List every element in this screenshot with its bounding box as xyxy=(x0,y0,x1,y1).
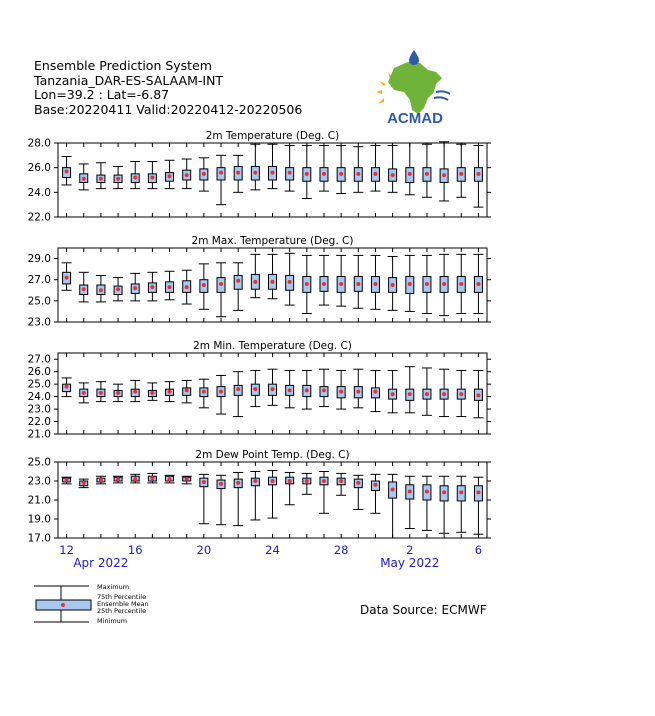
mean-marker xyxy=(391,488,395,492)
mean-marker xyxy=(271,280,275,284)
y-tick-label: 25.0 xyxy=(27,378,51,391)
mean-marker xyxy=(133,286,137,290)
mean-marker xyxy=(253,479,257,483)
mean-marker xyxy=(442,173,446,177)
panel-title: 2m Min. Temperature (Deg. C) xyxy=(193,340,352,352)
mean-marker xyxy=(373,390,377,394)
mean-marker xyxy=(271,387,275,391)
mean-marker xyxy=(219,282,223,286)
mean-marker xyxy=(356,172,360,176)
mean-marker xyxy=(373,483,377,487)
header-coords: Lon=39.2 : Lat=-6.87 xyxy=(34,87,170,102)
mean-marker xyxy=(408,172,412,176)
mean-marker xyxy=(219,482,223,486)
mean-marker xyxy=(65,169,69,173)
x-month-label: May 2022 xyxy=(380,556,440,570)
mean-marker xyxy=(476,393,480,397)
mean-marker xyxy=(65,385,69,389)
mean-marker xyxy=(356,282,360,286)
y-tick-label: 28.0 xyxy=(27,137,51,150)
mean-marker xyxy=(150,391,154,395)
header-title: Ensemble Prediction System xyxy=(34,58,212,73)
mean-marker xyxy=(65,276,69,280)
y-tick-label: 25.0 xyxy=(27,295,51,308)
mean-marker xyxy=(322,479,326,483)
mean-marker xyxy=(99,177,103,181)
mean-marker xyxy=(168,174,172,178)
mean-marker xyxy=(202,283,206,287)
mean-marker xyxy=(99,288,103,292)
mean-marker xyxy=(425,489,429,493)
mean-marker xyxy=(476,282,480,286)
x-tick-label: 12 xyxy=(59,543,74,557)
y-tick-label: 21.0 xyxy=(27,494,51,507)
mean-marker xyxy=(150,476,154,480)
x-tick-label: 2 xyxy=(406,543,414,557)
mean-marker xyxy=(408,282,412,286)
y-tick-label: 21.0 xyxy=(27,428,51,441)
y-tick-label: 23.0 xyxy=(27,475,51,488)
mean-marker xyxy=(442,392,446,396)
mean-marker xyxy=(185,477,189,481)
mean-marker xyxy=(185,173,189,177)
mean-marker xyxy=(373,172,377,176)
mean-marker xyxy=(339,282,343,286)
y-tick-label: 24.0 xyxy=(27,391,51,404)
mean-marker xyxy=(305,479,309,483)
mean-marker xyxy=(305,388,309,392)
mean-marker xyxy=(116,391,120,395)
mean-marker xyxy=(202,480,206,484)
legend-mean: Ensemble Mean xyxy=(97,600,149,608)
mean-marker xyxy=(219,390,223,394)
mean-marker xyxy=(168,477,172,481)
y-tick-label: 17.0 xyxy=(27,532,51,545)
mean-marker xyxy=(133,176,137,180)
mean-marker xyxy=(236,481,240,485)
y-tick-label: 26.0 xyxy=(27,162,51,175)
mean-marker xyxy=(271,479,275,483)
logo-text: ACMAD xyxy=(387,110,443,127)
y-tick-label: 22.0 xyxy=(27,211,51,224)
mean-marker xyxy=(202,390,206,394)
mean-marker xyxy=(356,481,360,485)
mean-marker xyxy=(253,280,257,284)
mean-marker xyxy=(391,173,395,177)
mean-marker xyxy=(65,478,69,482)
mean-marker xyxy=(459,490,463,494)
mean-marker xyxy=(322,388,326,392)
mean-marker xyxy=(356,390,360,394)
mean-marker xyxy=(168,390,172,394)
mean-marker xyxy=(476,172,480,176)
x-tick-label: 16 xyxy=(127,543,143,557)
mean-marker xyxy=(236,171,240,175)
mean-marker xyxy=(425,172,429,176)
mean-marker xyxy=(305,172,309,176)
mean-marker xyxy=(253,171,257,175)
y-tick-label: 24.0 xyxy=(27,186,51,199)
x-tick-label: 24 xyxy=(265,543,280,557)
legend-maximum: Maximum xyxy=(97,583,130,591)
mean-marker xyxy=(339,479,343,483)
mean-marker xyxy=(288,280,292,284)
y-tick-label: 19.0 xyxy=(27,513,51,526)
y-tick-label: 25.0 xyxy=(27,456,51,469)
mean-marker xyxy=(425,282,429,286)
mean-marker xyxy=(459,392,463,396)
x-tick-label: 6 xyxy=(474,543,483,557)
mean-marker xyxy=(236,387,240,391)
x-month-label: Apr 2022 xyxy=(73,556,129,570)
mean-marker xyxy=(442,490,446,494)
mean-marker xyxy=(150,285,154,289)
mean-marker xyxy=(82,481,86,485)
legend-mean-marker xyxy=(61,603,65,607)
mean-marker xyxy=(408,489,412,493)
mean-marker xyxy=(150,176,154,180)
mean-marker xyxy=(339,172,343,176)
mean-marker xyxy=(82,391,86,395)
mean-marker xyxy=(288,171,292,175)
mean-marker xyxy=(82,177,86,181)
x-tick-label: 20 xyxy=(196,543,212,557)
y-tick-label: 29.0 xyxy=(27,253,51,266)
mean-marker xyxy=(133,390,137,394)
mean-marker xyxy=(288,388,292,392)
mean-marker xyxy=(133,477,137,481)
mean-marker xyxy=(391,392,395,396)
mean-marker xyxy=(442,282,446,286)
mean-marker xyxy=(322,172,326,176)
mean-marker xyxy=(322,282,326,286)
y-tick-label: 23.0 xyxy=(27,316,51,329)
mean-marker xyxy=(185,388,189,392)
legend xyxy=(34,583,174,625)
mean-marker xyxy=(425,392,429,396)
legend-p75: 75th Percentile xyxy=(97,593,147,601)
legend-minimum: Minimum xyxy=(97,617,128,625)
header-station: Tanzania_DAR-ES-SALAAM-INT xyxy=(34,72,224,88)
header-base-valid: Base:20220411 Valid:20220412-20220506 xyxy=(34,101,303,117)
mean-marker xyxy=(459,172,463,176)
mean-marker xyxy=(271,171,275,175)
mean-marker xyxy=(168,285,172,289)
y-tick-label: 22.0 xyxy=(27,416,51,429)
mean-marker xyxy=(219,171,223,175)
y-tick-label: 27.0 xyxy=(27,274,51,287)
mean-marker xyxy=(253,387,257,391)
mean-marker xyxy=(116,477,120,481)
mean-marker xyxy=(459,282,463,286)
mean-marker xyxy=(391,283,395,287)
mean-marker xyxy=(99,478,103,482)
mean-marker xyxy=(82,287,86,291)
mean-marker xyxy=(116,177,120,181)
mean-marker xyxy=(476,490,480,494)
mean-marker xyxy=(288,479,292,483)
mean-marker xyxy=(373,282,377,286)
panel-title: 2m Max. Temperature (Deg. C) xyxy=(191,235,354,247)
mean-marker xyxy=(408,392,412,396)
mean-marker xyxy=(305,282,309,286)
mean-marker xyxy=(339,390,343,394)
mean-marker xyxy=(99,391,103,395)
y-tick-label: 23.0 xyxy=(27,403,51,416)
mean-marker xyxy=(116,287,120,291)
data-source: Data Source: ECMWF xyxy=(360,603,487,617)
mean-marker xyxy=(185,285,189,289)
x-tick-label: 28 xyxy=(333,543,349,557)
legend-p25: 25th Percentile xyxy=(97,607,147,615)
y-tick-label: 27.0 xyxy=(27,353,51,366)
mean-marker xyxy=(236,279,240,283)
y-tick-label: 26.0 xyxy=(27,366,51,379)
mean-marker xyxy=(202,172,206,176)
panel-title: 2m Dew Point Temp. (Deg. C) xyxy=(195,449,350,461)
panel-title: 2m Temperature (Deg. C) xyxy=(205,130,340,142)
